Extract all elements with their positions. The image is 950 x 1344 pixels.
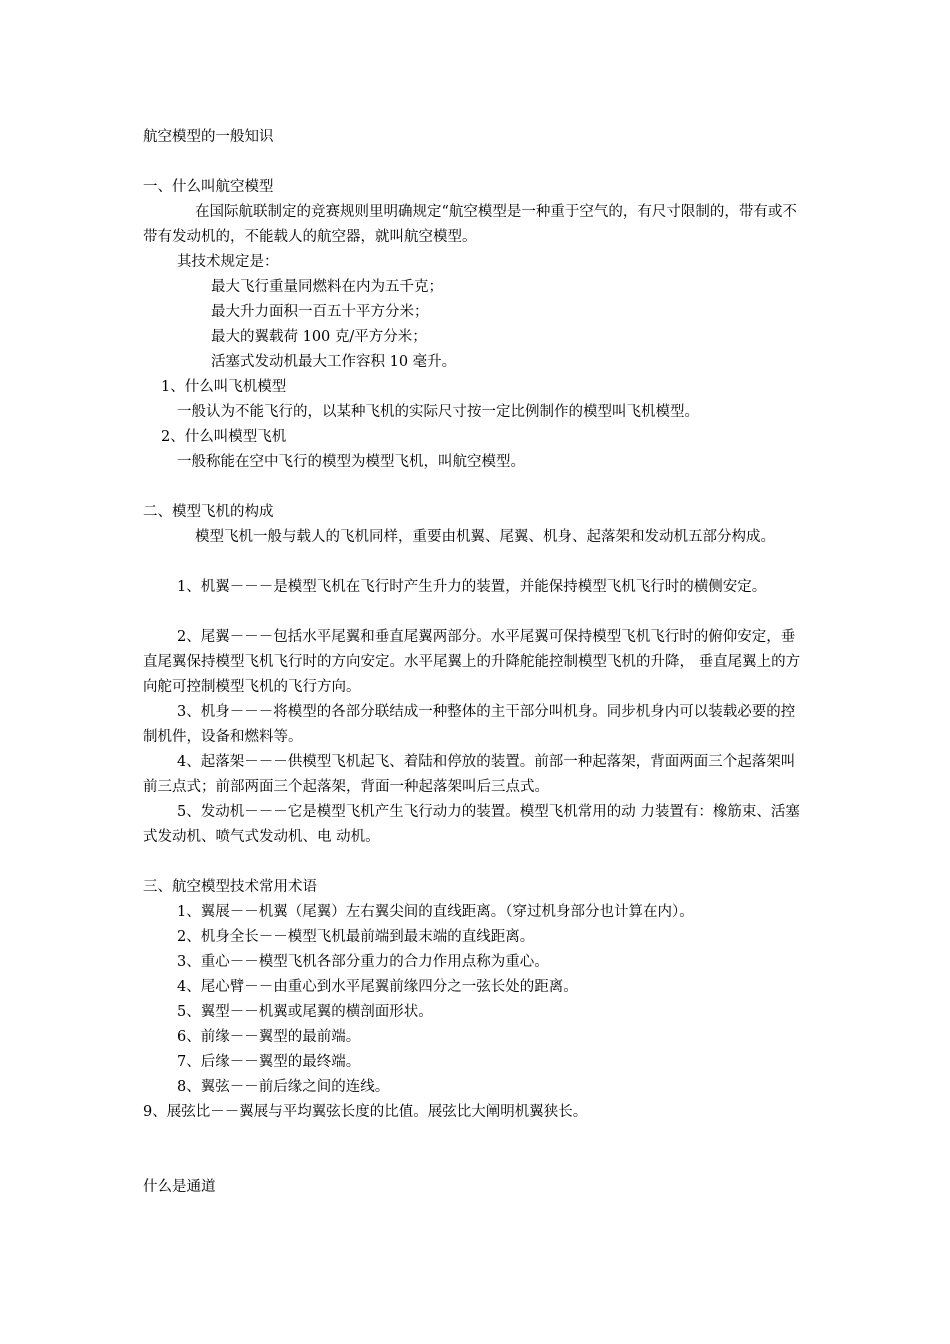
document-title: 航空模型的一般知识 [143,129,274,145]
section2-item: 5、发动机－－－它是模型飞机产生飞行动力的装置。模型飞机常用的动 力装置有：橡筋束、活塞式发动机、喷气式发动机、电 动机。 [143,804,800,845]
tech-item: 最大的翼载荷 100 克/平方分米； [211,329,427,345]
section2-item: 2、尾翼－－－包括水平尾翼和垂直尾翼两部分。水平尾翼可保持模型飞机飞行时的俯仰安定，垂直尾翼保持模型飞机飞行时的方向安定。水平尾翼上的升降舵能控制模型飞机的升降， 垂直尾翼上的方向舵可控制模型飞机的飞行方向。 [143,629,801,695]
section2-item: 3、机身－－－将模型的各部分联结成一种整体的主干部分叫机身。同步机身内可以装载必要的控制机件，设备和燃料等。 [143,704,796,745]
term-item: 1、翼展－－机翼（尾翼）左右翼尖间的直线距离。（穿过机身部分也计算在内）。 [177,904,694,920]
term-item: 4、尾心臂－－由重心到水平尾翼前缘四分之一弦长处的距离。 [177,979,578,995]
footer-heading: 什么是通道 [143,1179,216,1195]
term-item: 8、翼弦－－前后缘之间的连线。 [177,1079,390,1095]
section2-item: 4、起落架－－－供模型飞机起飞、着陆和停放的装置。前部一种起落架，背面两面三个起落架叫前三点式；前部两面三个起落架，背面一种起落架叫后三点式。 [143,754,796,795]
term-item: 7、后缘－－翼型的最终端。 [177,1054,361,1070]
term-item: 3、重心－－模型飞机各部分重力的合力作用点称为重心。 [177,954,549,970]
tech-item: 最大飞行重量同燃料在内为五千克； [211,279,443,295]
sub2-heading: 2、什么叫模型飞机 [161,429,287,445]
tech-item: 最大升力面积一百五十平方分米； [211,304,429,320]
sub1-text: 一般认为不能飞行的，以某种飞机的实际尺寸按一定比例制作的模型叫飞机模型。 [177,404,699,420]
section3-heading: 三、航空模型技术常用术语 [143,879,317,895]
term-item: 9、展弦比－－翼展与平均翼弦长度的比值。展弦比大阐明机翼狭长。 [143,1104,588,1120]
tech-item: 活塞式发动机最大工作容积 10 毫升。 [211,354,457,370]
section2-heading: 二、模型飞机的构成 [143,504,274,520]
term-item: 2、机身全长－－模型飞机最前端到最末端的直线距离。 [177,929,535,945]
section1-intro: 在国际航联制定的竞赛规则里明确规定“航空模型是一种重于空气的，有尺寸限制的，带有或不带有发动机的，不能载人的航空器，就叫航空模型。 [143,204,797,245]
sub2-text: 一般称能在空中飞行的模型为模型飞机，叫航空模型。 [177,454,525,470]
section2-intro: 模型飞机一般与载人的飞机同样，重要由机翼、尾翼、机身、起落架和发动机五部分构成。 [195,529,775,545]
term-item: 6、前缘－－翼型的最前端。 [177,1029,361,1045]
term-item: 5、翼型－－机翼或尾翼的横剖面形状。 [177,1004,433,1020]
sub1-heading: 1、什么叫飞机模型 [161,379,287,395]
section1-heading: 一、什么叫航空模型 [143,179,274,195]
tech-label: 其技术规定是： [177,254,279,270]
section2-item: 1、机翼－－－是模型飞机在飞行时产生升力的装置，并能保持模型飞机飞行时的横侧安定。 [177,579,767,595]
